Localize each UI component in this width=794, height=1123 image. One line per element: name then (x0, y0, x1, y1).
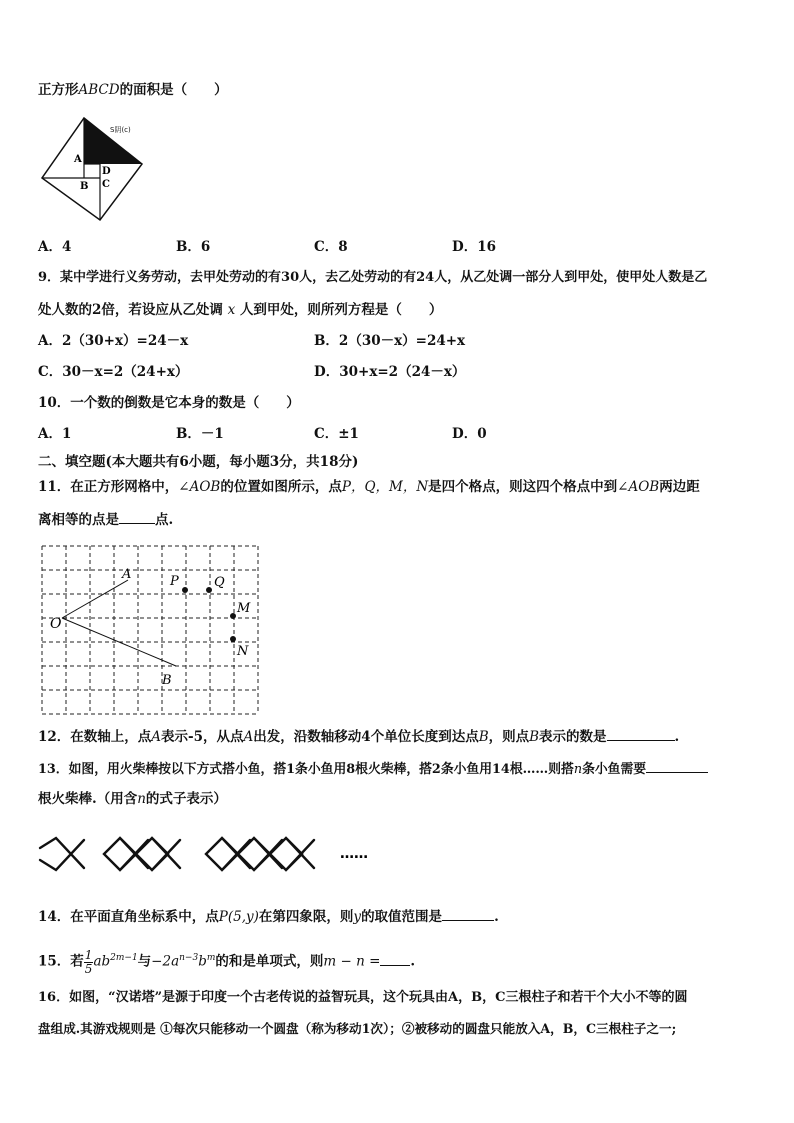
label-N: N (237, 644, 249, 659)
q11-stem-line1: 11．在正方形网格中，∠AOB的位置如图所示，点P，Q，M，N是四个格点，则这四个格点中到∠AOB两边距 (38, 479, 700, 495)
q8-option-a[interactable]: A．4 (38, 239, 72, 255)
q8-label-A: A (74, 154, 82, 165)
q16-stem-line1: 16．如图，“汉诺塔”是源于印度一个古老传说的益智玩具，这个玩具由A，B，C三根柱子和若干个大小不等的圆 (38, 990, 688, 1005)
q9-option-a[interactable]: A．2（30+x）=24－x (38, 333, 189, 349)
q8-figure (38, 112, 148, 224)
q9-option-b[interactable]: B．2（30－x）=24+x (314, 333, 466, 349)
point-Q (206, 587, 212, 593)
q11-stem-line2: 离相等的点是 点. (38, 509, 173, 530)
q8-shaded-label: S阴(c) (110, 126, 131, 134)
q15-fraction: $\frac{1}{5}$ (84, 947, 93, 976)
q9-option-d[interactable]: D．30+x=2（24－x） (314, 364, 466, 380)
q11-answer-blank[interactable] (119, 509, 155, 524)
q15-stem: 15．若 $\frac{1}{5}$ $ab^{2m-1}$与$-2a^{n-3}b^m$的和是单项式，则m − n = . (38, 947, 416, 976)
q8-option-d[interactable]: D．16 (452, 239, 497, 255)
point-N (230, 636, 236, 642)
q9-stem-line1: 9．某中学进行义务劳动，去甲处劳动的有30人，去乙处劳动的有24人，从乙处调一部分人到甲处，使甲处人数是乙 (38, 270, 708, 285)
q8-option-b[interactable]: B．6 (176, 239, 211, 255)
q13-fish-figure (38, 826, 388, 884)
q8-label-D: D (102, 166, 111, 177)
q14-stem: 14．在平面直角坐标系中，点P(5,y)在第四象限，则y的取值范围是 . (38, 906, 499, 927)
q8-option-c[interactable]: C．8 (314, 239, 348, 255)
q13-stem-line1: 13．如图，用火柴棒按以下方式搭小鱼，搭1条小鱼用8根火柴棒，搭2条小鱼用14根……则搭n条小鱼需要 (38, 758, 708, 780)
q10-option-c[interactable]: C．±1 (314, 426, 359, 442)
q9-option-c[interactable]: C．30－x=2（24+x） (38, 364, 189, 380)
q12-answer-blank[interactable] (607, 726, 675, 741)
label-A: A (122, 567, 132, 582)
label-M: M (237, 601, 251, 616)
q9-stem-line2: 处人数的2倍，若设应从乙处调 x 人到甲处，则所列方程是（ ） (38, 302, 443, 318)
section-heading-fill-blank: 二、填空题(本大题共有6小题，每小题3分，共18分) (38, 454, 359, 470)
q10-stem: 10．一个数的倒数是它本身的数是（ ） (38, 395, 300, 411)
point-P (182, 587, 188, 593)
q16-stem-line2: 盘组成.其游戏规则是 ①每次只能移动一个圆盘（称为移动1次）；②被移动的圆盘只能放入A，B，C三根柱子之一; (38, 1021, 677, 1036)
label-O: O (50, 616, 62, 632)
q15-answer-blank[interactable] (380, 951, 410, 966)
q10-option-b[interactable]: B．－1 (176, 426, 224, 442)
q10-option-d[interactable]: D．0 (452, 426, 487, 442)
point-M (230, 613, 236, 619)
q11-grid-figure (40, 542, 260, 716)
label-P: P (170, 574, 179, 589)
q10-option-a[interactable]: A．1 (38, 426, 72, 442)
label-B: B (162, 673, 172, 688)
label-Q: Q (214, 575, 225, 590)
q12-stem: 12．在数轴上，点A表示-5，从点A出发，沿数轴移动4个单位长度到达点B，则点B表示的数是 . (38, 726, 679, 747)
q13-stem-line2: 根火柴棒.（用含n的式子表示） (38, 791, 227, 807)
q13-ellipsis: …… (340, 846, 368, 862)
q8-label-C: C (102, 179, 110, 190)
q8-stem-tail: 正方形ABCD的面积是（ ） (38, 82, 228, 98)
q14-answer-blank[interactable] (442, 906, 494, 921)
q8-label-B: B (80, 181, 89, 192)
q13-answer-blank[interactable] (646, 758, 708, 773)
